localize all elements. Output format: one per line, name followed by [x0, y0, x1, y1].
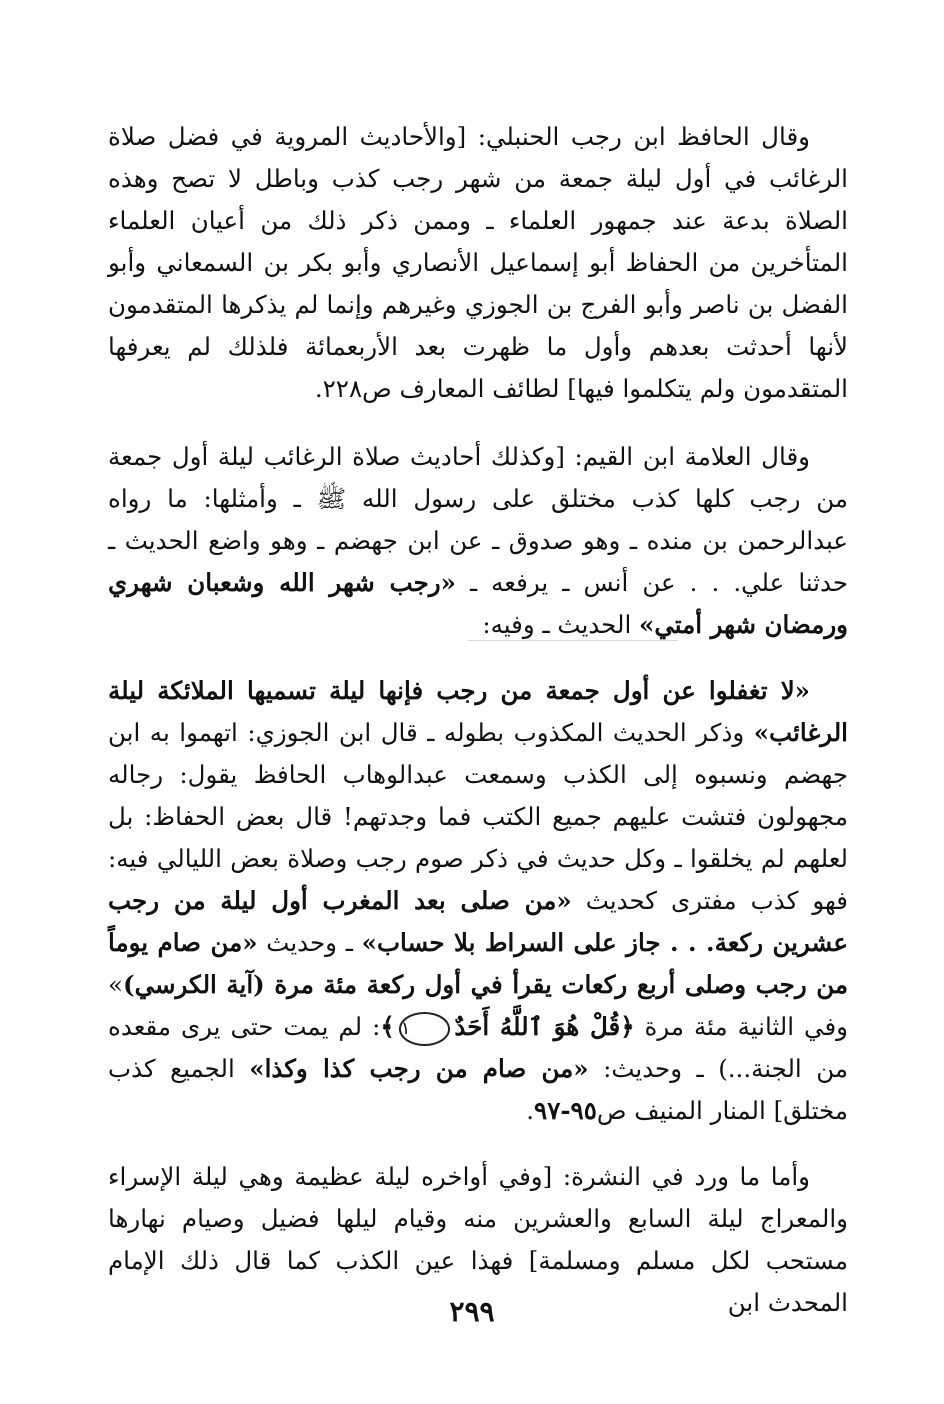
- hadith-quote-bold: «من صام من رجب كذا وكذا»: [249, 1054, 589, 1083]
- hadith-quote-bold: «لا تغفلوا عن أول جمعة من رجب فإنها ليلة تسميها الملائكة ليلة الرغائب»: [108, 676, 848, 747]
- page-number: ٢٩٩: [449, 1295, 495, 1328]
- paragraph-run: وذكر الحديث المكذوب بطوله ـ قال ابن الجوزي: اتهموا به ابن جهضم ونسبوه إلى الكذب وسمعت عبدالوهاب الحافظ يقول: رجاله مجهولون فتشت عليهم جميع الكتب فما وجدتهم! قال بعض الحفاظ: بل لعلهم لم يخلقوا ـ وكل حديث في ذكر صوم رجب وصلاة بعض الليالي فيه: فهو كذب مفترى كحديث: [108, 718, 848, 915]
- hadith-quote-bold: «من صلى بعد المغرب أول ليلة من رجب عشرين ركعة. . . جاز على السراط بلا حساب»: [108, 886, 848, 957]
- paragraph-run: الجميع كذب مختلق] المنار المنيف ص: [108, 1054, 848, 1125]
- paragraph-text: وأما ما ورد في النشرة: [وفي أواخره ليلة عظيمة وهي ليلة الإسراء والمعراج ليلة السابع والعشرين منه وقيام ليلها فضيل وصيام نهارها مستحب لكل مسلم ومسلمة] فهذا عين الكذب كما قال ذلك الإمام المحدث ابن: [108, 1162, 848, 1317]
- page-reference-bold: ٩٥-٩٧: [534, 1096, 597, 1125]
- paragraph-text: [108, 436, 848, 646]
- paragraph-run: وقال العلامة ابن القيم: [وكذلك أحاديث صلاة الرغائب ليلة أول جمعة من رجب كلها كذب مختلق على رسول الله ﷺ ـ وأمثلها: ما رواه عبدالرحمن بن منده ـ وهو صدوق ـ عن ابن جهضم ـ وهو واضع الحديث ـ حدثنا علي. . . عن أنس ـ يرفعه ـ: [108, 442, 848, 597]
- quran-verse: ﴿قُلْ هُوَ ٱللَّهُ أَحَدٌ: [454, 1012, 635, 1041]
- paragraph-ibn-al-qayyim: [108, 436, 848, 646]
- paragraph-run: : لم يمت حتى يرى مقعده من الجنة...) ـ وحديث:: [108, 1012, 848, 1083]
- paragraph-text: [108, 670, 848, 1132]
- hadith-quote-bold: «من صام يوماً من رجب وصلى أربع ركعات يقرأ في أول ركعة مئة مرة (آية الكرسي): [108, 928, 848, 999]
- ayah-number-seal: ١: [399, 1012, 451, 1046]
- paragraph-run: الحديث ـ وفيه:: [482, 610, 640, 639]
- paragraph-run: ـ وحديث: [257, 928, 362, 957]
- hadith-quote-bold: «رجب شهر الله وشعبان شهري ورمضان شهر أمتي»: [108, 568, 848, 639]
- faint-divider: [468, 640, 678, 641]
- quran-bracket: ﴾: [380, 1012, 395, 1041]
- paragraph-ibn-rajab: [108, 116, 848, 410]
- paragraph-run: » وفي الثانية مئة مرة: [108, 970, 848, 1041]
- paragraph-raghaib-hadith: [108, 670, 848, 1132]
- paragraph-run: .: [526, 1096, 535, 1125]
- paragraph-text: وقال الحافظ ابن رجب الحنبلي: [والأحاديث المروية في فضل صلاة الرغائب في أول ليلة جمعة من شهر رجب كذب وباطل لا تصح وهذه الصلاة بدعة عند جمهور العلماء ـ وممن ذكر ذلك من أعيان العلماء المتأخرين من الحفاظ أبو إسماعيل الأنصاري وأبو بكر بن السمعاني وأبو الفضل بن ناصر وأبو الفرج بن الجوزي وغيرهم وإنما لم يذكرها المتقدمون لأنها أحدثت بعدهم وأول ما ظهرت بعد الأربعمائة فلذلك لم يعرفها المتقدمون ولم يتكلموا فيها] لطائف المعارف ص٢٢٨.: [108, 122, 848, 403]
